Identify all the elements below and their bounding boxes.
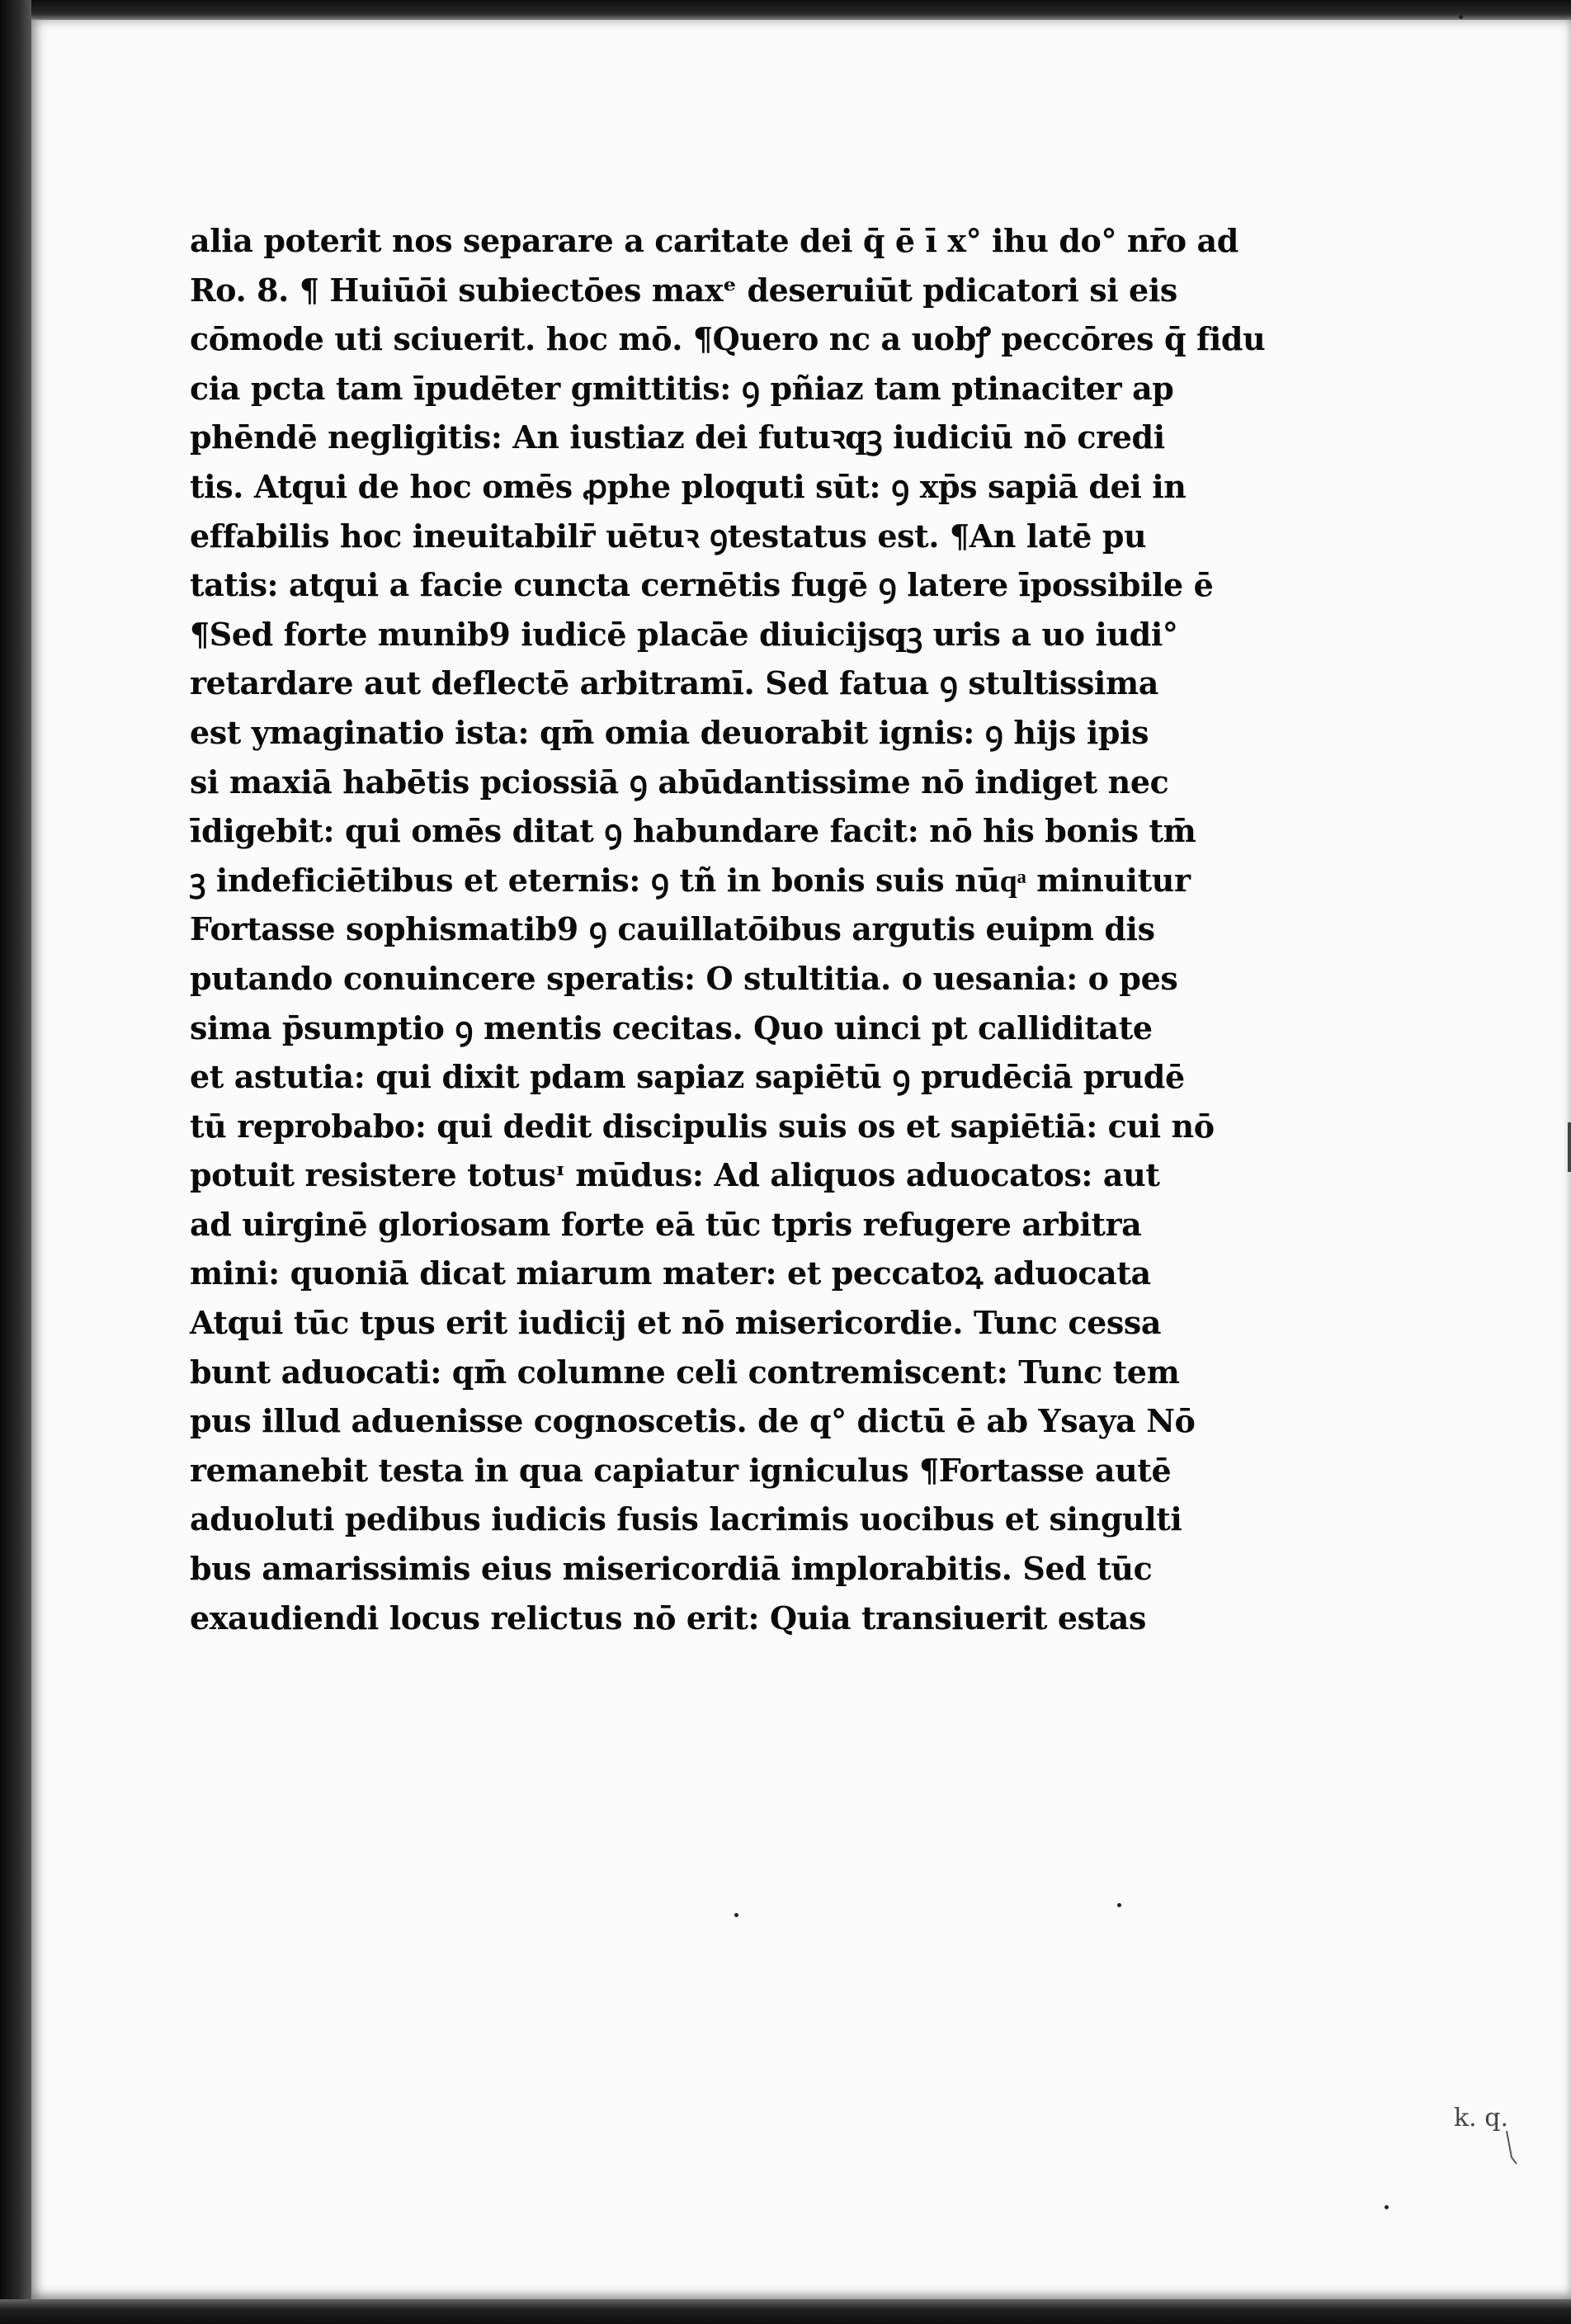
text-line: si maxiā habētis pciossiā ꝯ abūdantissime nō indiget nec [190,763,1169,801]
text-line: aduoluti pedibus iudicis fusis lacrimis uocibus et singulti [190,1500,1182,1538]
text-line: putando conuincere speratis: O stultitia. o uesania: o pes [190,959,1178,997]
ink-speck [1117,1903,1121,1907]
text-line: cōmode uti sciuerit. hoc mō. ¶Quero nc a uobꝭ peccōres q̄ fidu [190,320,1266,358]
text-line: ad uirginē gloriosam forte eā tūc tpris refugere arbitra [190,1205,1142,1243]
ink-speck [734,1913,738,1917]
scan-right-smudge [1568,1122,1571,1172]
text-line: sima p̄sumptio ꝯ mentis cecitas. Quo uinci pt calliditate [190,1008,1153,1046]
text-line: tū reprobabo: qui dedit discipulis suis os et sapiētiā: cui nō [190,1107,1215,1145]
text-line: tatis: atqui a facie cuncta cernētis fugē ꝯ latere īpossibile ē [190,566,1214,604]
scan-left-edge [0,0,31,2324]
text-line: Ro. 8. ¶ Huiūōi subiectōes maxᵉ deseruiūt pdicatori si eis [190,271,1177,309]
ink-speck [1459,15,1463,19]
text-line: phēndē negligitis: An iustiaz dei futuꝛqꝫ iudiciū nō credi [190,418,1165,456]
text-line: exaudiendi locus relictus nō erit: Quia transiuerit estas [190,1599,1147,1637]
text-line: et astutia: qui dixit pdam sapiaz sapiētū ꝯ prudēciā prudē [190,1058,1185,1096]
text-line: tis. Atqui de hoc omēs ꝓphe ploquti sūt: ꝯ xp̄s sapiā dei in [190,467,1187,505]
text-line: bus amarissimis eius misericordiā implorabitis. Sed tūc [190,1550,1153,1588]
text-line: est ymaginatio ista: qm̄ omia deuorabit ignis: ꝯ hijs ipis [190,713,1149,751]
incunable-page [31,20,1571,2299]
text-line: ꝫ indeficiētibus et eternis: ꝯ tñ in bonis suis nūqͣ minuitur [190,861,1191,899]
scan-bottom-edge [0,2299,1571,2324]
ink-speck [1385,2205,1389,2209]
text-line: effabilis hoc ineuitabilr̄ uētuꝛ ꝯtestatus est. ¶An latē pu [190,517,1147,555]
text-line: pus illud aduenisse cognoscetis. de q° dictū ē ab Ysaya Nō [190,1402,1196,1440]
text-line: bunt aduocati: qm̄ columne celi contremiscent: Tunc tem [190,1353,1180,1391]
text-line: Fortasse sophismatib9 ꝯ cauillatōibus argutis euipm dis [190,910,1155,948]
folio-signature-text: k. q. [1454,2104,1508,2133]
scan-top-edge [0,0,1571,20]
text-line: Atqui tūc tpus erit iudicij et nō misericordie. Tunc cessa [190,1304,1162,1342]
text-column [190,216,1266,1642]
folio-signature-mark [1449,2093,1548,2167]
text-line: īdigebit: qui omēs ditat ꝯ habundare facit: nō his bonis tm̄ [190,812,1196,850]
text-line: mini: quoniā dicat miarum mater: et peccatoꝝ aduocata [190,1254,1151,1292]
text-line: potuit resistere totusᶦ mūdus: Ad aliquos aduocatos: aut [190,1156,1160,1194]
text-line: cia pcta tam īpudēter gmittitis: ꝯ pñiaz tam ptinaciter ap [190,369,1174,407]
text-line: remanebit testa in qua capiatur igniculus ¶Fortasse autē [190,1451,1172,1489]
text-line: alia poterit nos separare a caritate dei q̄ ē ī x° ihu do° nr̄o ad [190,222,1238,259]
text-line: retardare aut deflectē arbitramī. Sed fatua ꝯ stultissima [190,664,1158,702]
text-line: ¶Sed forte munib9 iudicē placāe diuicijsqꝫ uris a uo iudi° [190,615,1178,653]
